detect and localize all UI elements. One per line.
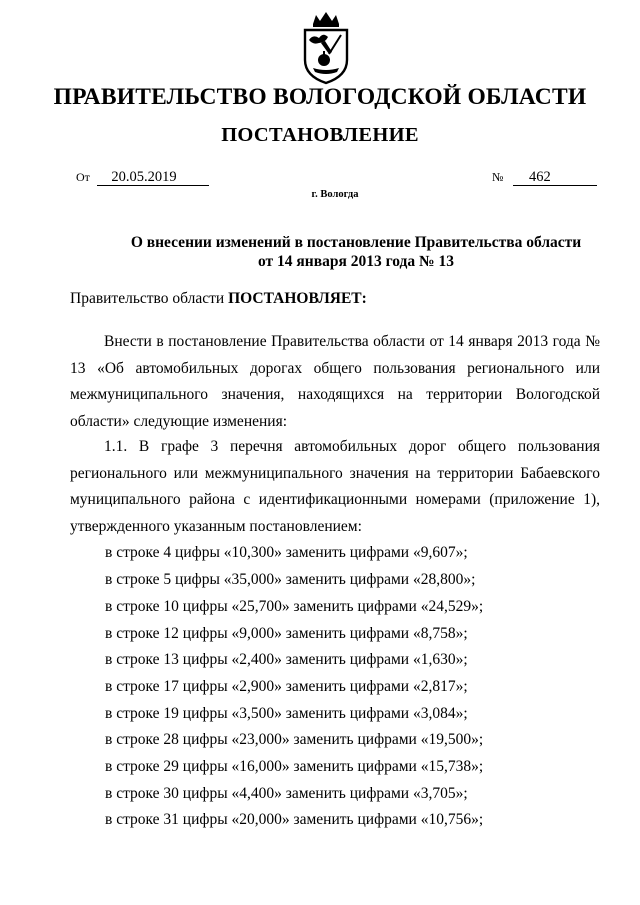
amendment-item: в строке 31 цифры «20,000» заменить цифрами «10,756»; (105, 811, 484, 828)
amendment-item: в строке 19 цифры «3,500» заменить цифрами «3,084»; (105, 705, 468, 722)
amendment-item: в строке 4 цифры «10,300» заменить цифрами «9,607»; (105, 544, 468, 561)
paragraph-2: 1.1. В графе 3 перечня автомобильных дорог общего пользования регионального или межмуниципального значения на территории Бабаевского муниципального района с идентификационными номерами (приложение 1), утвержденного указанным постановлением: (70, 438, 600, 535)
subject-line-1: О внесении изменений в постановление Правительства области (130, 234, 582, 251)
city-label: г. Вологда (311, 189, 359, 200)
government-title: ПРАВИТЕЛЬСТВО ВОЛОГОДСКОЙ ОБЛАСТИ (53, 84, 587, 110)
resolves-prefix: Правительство области (70, 290, 229, 307)
subject-heading (0, 233, 640, 271)
amendment-item: в строке 17 цифры «2,900» заменить цифрами «2,817»; (105, 678, 468, 695)
coat-of-arms-emblem (299, 10, 353, 86)
paragraph-1: Внести в постановление Правительства области от 14 января 2013 года № 13 «Об автомобильных дорогах общего пользования регионального или межмуниципального значения, находящихся на территории Вологодской области» следующие изменения: (70, 333, 600, 430)
number-field-row (492, 169, 597, 186)
resolves-keyword: ПОСТАНОВЛЯЕТ: (228, 290, 367, 307)
date-field-row (76, 169, 209, 186)
date-value: 20.05.2019 (97, 169, 209, 186)
document-type-heading: ПОСТАНОВЛЕНИЕ (221, 124, 419, 146)
date-label: От (76, 170, 90, 184)
amendment-item: в строке 12 цифры «9,000» заменить цифрами «8,758»; (105, 625, 468, 642)
amendment-item: в строке 10 цифры «25,700» заменить цифрами «24,529»; (105, 598, 484, 615)
number-label: № (492, 170, 504, 184)
subject-line-2: от 14 января 2013 года № 13 (258, 253, 454, 270)
amendment-item: в строке 29 цифры «16,000» заменить цифрами «15,738»; (105, 758, 484, 775)
amendment-item: в строке 5 цифры «35,000» заменить цифрами «28,800»; (105, 571, 476, 588)
amendment-item: в строке 13 цифры «2,400» заменить цифрами «1,630»; (105, 651, 468, 668)
amendment-item: в строке 30 цифры «4,400» заменить цифрами «3,705»; (105, 785, 468, 802)
resolves-line (70, 286, 600, 313)
amendment-item: в строке 28 цифры «23,000» заменить цифрами «19,500»; (105, 731, 484, 748)
number-value: 462 (513, 169, 597, 186)
